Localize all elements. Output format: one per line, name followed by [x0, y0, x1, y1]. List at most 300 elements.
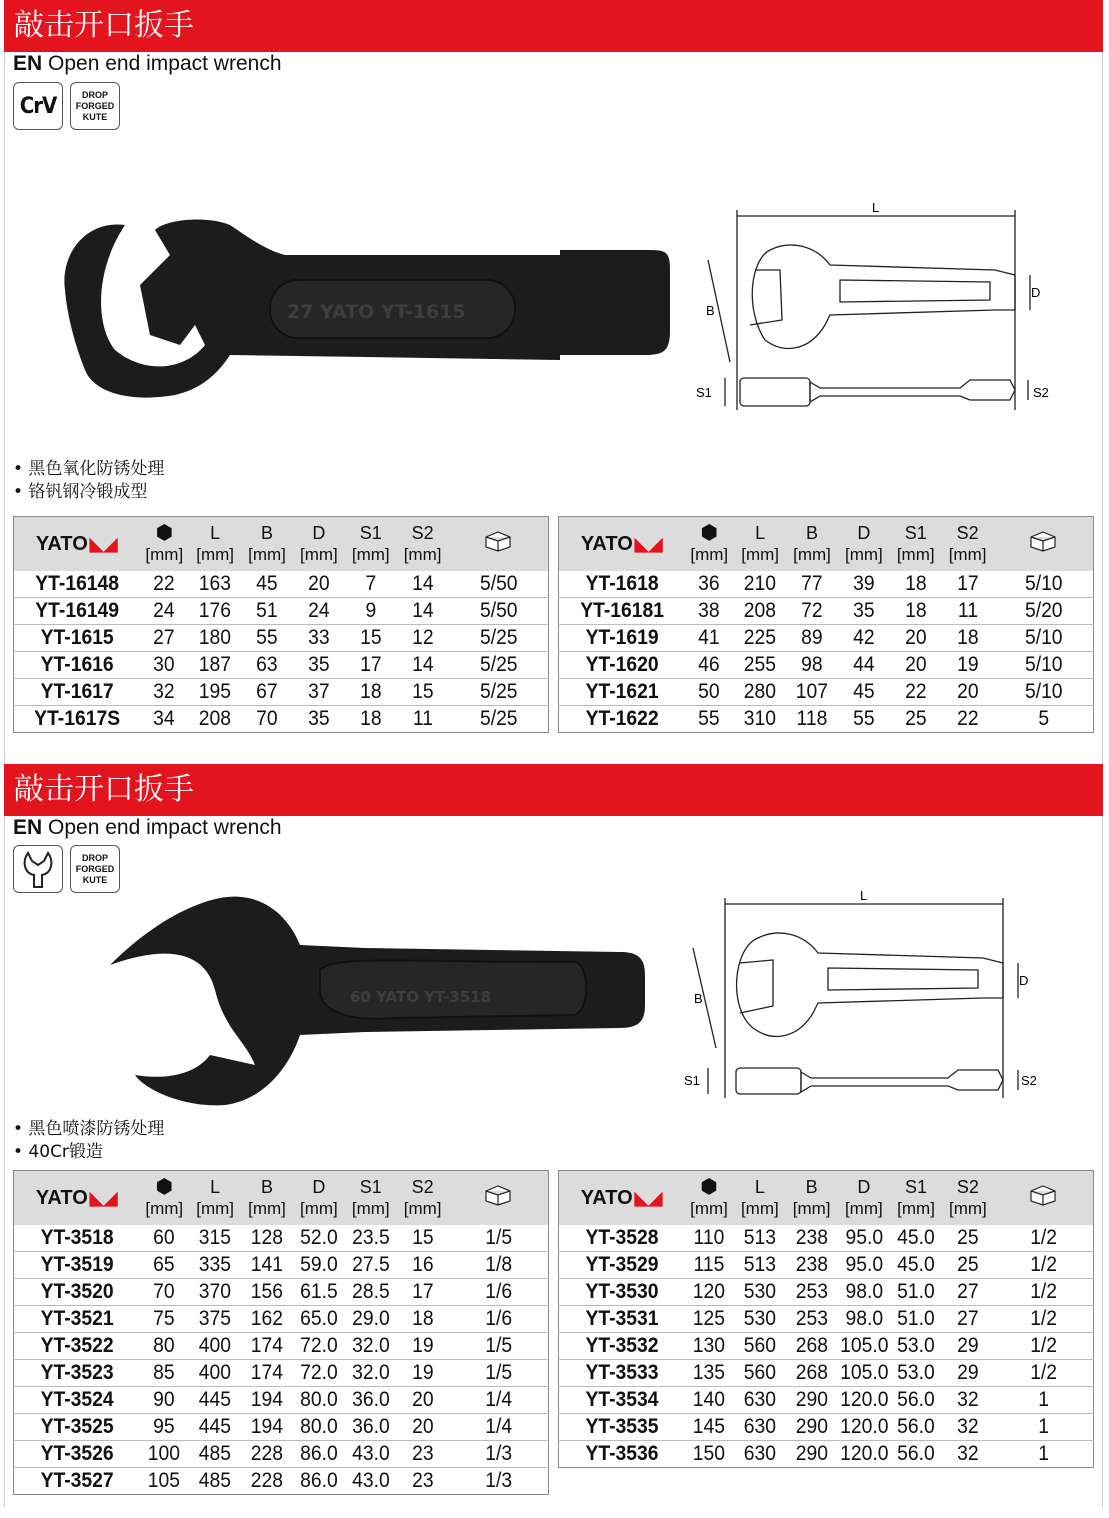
value-cell: 194	[243, 1386, 291, 1413]
col-header-label: B	[805, 1176, 818, 1197]
unit-label: [mm]	[299, 1198, 338, 1218]
table-row	[14, 597, 549, 624]
value-cell: 1/3	[453, 1440, 545, 1467]
value-cell: 128	[243, 1225, 291, 1252]
col-header-s1	[890, 517, 942, 571]
en-code: EN	[13, 52, 43, 75]
yato-logo: YATO ◣◢	[580, 532, 663, 555]
section2-banner	[4, 764, 1103, 816]
col-header-label: S1	[905, 1176, 928, 1197]
value-cell: 29	[944, 1359, 992, 1386]
value-cell: 370	[191, 1278, 239, 1305]
table-row	[559, 1332, 1094, 1359]
section1-en-line	[13, 52, 282, 76]
value-cell: 513	[736, 1225, 784, 1252]
table-row	[559, 651, 1094, 678]
unit-label: [mm]	[844, 1198, 883, 1218]
value-cell: 27	[944, 1305, 992, 1332]
value-cell: 39	[840, 571, 888, 598]
model-cell: YT-1616	[19, 651, 135, 678]
value-cell: 98	[788, 651, 836, 678]
value-cell: 45.0	[892, 1225, 940, 1252]
model-cell: YT-1619	[564, 624, 680, 651]
value-cell: 25	[944, 1251, 992, 1278]
technical-drawing-2	[678, 888, 1058, 1103]
model-cell: YT-3526	[19, 1440, 135, 1467]
value-cell: 16	[399, 1251, 447, 1278]
value-cell: 18	[944, 624, 992, 651]
value-cell: 238	[788, 1251, 836, 1278]
value-cell: 28.5	[347, 1278, 395, 1305]
value-cell: 5/10	[998, 678, 1090, 705]
value-cell: 53.0	[892, 1359, 940, 1386]
yato-brand-header	[559, 1171, 685, 1225]
box-icon	[483, 529, 513, 553]
value-cell: 208	[736, 597, 784, 624]
unit-label: [mm]	[948, 544, 987, 564]
table-row	[559, 1359, 1094, 1386]
model-cell: YT-3528	[564, 1225, 680, 1252]
col-header-b	[241, 1171, 293, 1225]
value-cell: 63	[243, 651, 291, 678]
section2-bullets	[13, 1118, 164, 1164]
value-cell: 19	[399, 1359, 447, 1386]
model-cell: YT-1617	[19, 678, 135, 705]
value-cell: 17	[399, 1278, 447, 1305]
drawing2-D-label: D	[1019, 973, 1029, 988]
value-cell: 19	[399, 1332, 447, 1359]
value-cell: 23	[399, 1440, 447, 1467]
value-cell: 1	[998, 1413, 1090, 1440]
unit-label: [mm]	[793, 544, 831, 564]
value-cell: 70	[256, 706, 278, 730]
wrench-engraving-1: 27 YATO YT-1615	[287, 301, 466, 323]
value-cell: 14	[399, 597, 447, 624]
table-row	[14, 1225, 549, 1252]
value-cell: 42	[840, 624, 888, 651]
value-cell: 36.0	[347, 1413, 395, 1440]
value-cell: 25	[904, 706, 927, 730]
value-cell: 98.0	[840, 1305, 888, 1332]
value-cell: 77	[788, 571, 836, 598]
value-cell: 208	[199, 706, 232, 730]
value-cell: 55	[853, 706, 875, 730]
value-cell: 174	[243, 1332, 291, 1359]
value-cell: 18	[359, 706, 382, 730]
value-cell: 9	[347, 597, 395, 624]
value-cell: 5/25	[453, 678, 545, 705]
table-row	[14, 1305, 549, 1332]
value-cell: 268	[788, 1332, 836, 1359]
value-cell: 98.0	[840, 1278, 888, 1305]
value-cell: 32	[957, 1441, 979, 1465]
value-cell: 20	[944, 678, 992, 705]
value-cell: 238	[788, 1225, 836, 1252]
drawing2-L-label: L	[860, 888, 868, 903]
open-end-badge	[13, 845, 63, 893]
value-cell: 55	[243, 624, 291, 651]
value-cell: 162	[243, 1305, 291, 1332]
value-cell: 1/5	[453, 1332, 545, 1359]
drawing1-S2-label: S2	[1033, 385, 1049, 400]
unit-label: [mm]	[740, 1198, 779, 1218]
col-header-label: D	[857, 1176, 871, 1197]
package-qty-header	[994, 1171, 1094, 1225]
value-cell: 560	[736, 1332, 784, 1359]
model-cell: YT-3523	[19, 1359, 135, 1386]
value-cell: 290	[795, 1441, 828, 1465]
model-cell: YT-3519	[19, 1251, 135, 1278]
value-cell: 5/20	[998, 597, 1090, 624]
col-header-d	[838, 517, 890, 571]
value-cell: 18	[892, 597, 940, 624]
col-header-label: L	[210, 1176, 221, 1197]
value-cell: 95	[141, 1413, 187, 1440]
value-cell: 34	[153, 706, 176, 730]
value-cell: 22	[892, 678, 940, 705]
value-cell: 38	[686, 597, 732, 624]
value-cell: 5/50	[453, 597, 545, 624]
drawing2-S1-label: S1	[684, 1073, 700, 1088]
section1-title: 敲击开口扳手	[14, 8, 194, 43]
drawing1-D-label: D	[1031, 285, 1041, 300]
table-row	[559, 1305, 1094, 1332]
value-cell: 41	[686, 624, 732, 651]
value-cell: 80	[141, 1332, 187, 1359]
model-cell: YT-16148	[19, 571, 135, 598]
table-row	[14, 624, 549, 651]
table-row	[14, 678, 549, 705]
unit-label: [mm]	[145, 1198, 184, 1218]
value-cell: 85	[141, 1359, 187, 1386]
value-cell: 45.0	[892, 1251, 940, 1278]
model-cell: YT-1615	[19, 624, 135, 651]
value-cell: 105	[148, 1468, 181, 1492]
unit-label: [mm]	[403, 1198, 442, 1218]
size-hex-header	[684, 1171, 734, 1225]
value-cell: 5/10	[998, 624, 1090, 651]
model-cell: YT-1622	[585, 706, 659, 730]
value-cell: 20	[892, 624, 940, 651]
value-cell: 15	[347, 624, 395, 651]
hex-icon: ⬢	[155, 521, 174, 544]
unit-label: [mm]	[741, 544, 780, 564]
package-qty-header	[449, 517, 549, 571]
value-cell: 43.0	[351, 1468, 390, 1492]
model-cell: YT-1621	[564, 678, 680, 705]
spec-table-3	[13, 1170, 549, 1495]
unit-label: [mm]	[196, 1198, 235, 1218]
value-cell: 174	[243, 1359, 291, 1386]
value-cell: 485	[199, 1468, 232, 1492]
col-header-label: L	[210, 522, 221, 543]
value-cell: 1/6	[453, 1305, 545, 1332]
value-cell: 67	[243, 678, 291, 705]
value-cell: 513	[736, 1251, 784, 1278]
unit-label: [mm]	[403, 544, 442, 564]
value-cell: 24	[295, 597, 343, 624]
yato-logo-icon: ◣◢	[89, 1187, 118, 1208]
value-cell: 46	[686, 651, 732, 678]
value-cell: 11	[944, 597, 992, 624]
value-cell: 11	[412, 706, 433, 730]
en-code: EN	[13, 816, 43, 839]
col-header-d	[293, 517, 345, 571]
value-cell: 5/50	[453, 571, 545, 598]
value-cell: 43.0	[347, 1440, 395, 1467]
value-cell: 27.5	[347, 1251, 395, 1278]
value-cell: 120.0	[839, 1441, 889, 1465]
value-cell: 315	[191, 1225, 239, 1252]
unit-label: [mm]	[897, 1198, 935, 1218]
value-cell: 36	[686, 571, 732, 598]
col-header-label: L	[755, 522, 766, 543]
drawing1-S1-label: S1	[696, 385, 712, 400]
value-cell: 56.0	[897, 1441, 935, 1465]
col-header-l	[189, 1171, 241, 1225]
spec-table-2	[558, 516, 1094, 733]
value-cell: 32	[944, 1413, 992, 1440]
value-cell: 75	[141, 1305, 187, 1332]
unit-label: [mm]	[896, 544, 935, 564]
value-cell: 530	[736, 1278, 784, 1305]
value-cell: 107	[788, 678, 836, 705]
unit-label: [mm]	[248, 544, 286, 564]
value-cell: 50	[686, 678, 732, 705]
col-header-label: B	[261, 522, 274, 543]
yato-brand-header	[559, 517, 685, 571]
value-cell: 1/2	[998, 1332, 1090, 1359]
value-cell: 27	[141, 624, 187, 651]
value-cell: 135	[686, 1359, 732, 1386]
value-cell: 32	[944, 1386, 992, 1413]
value-cell: 120.0	[840, 1386, 888, 1413]
value-cell: 1/2	[998, 1305, 1090, 1332]
value-cell: 65.0	[295, 1305, 343, 1332]
value-cell: 100	[141, 1440, 187, 1467]
unit-label: [mm]	[248, 1198, 286, 1218]
table-row	[14, 1278, 549, 1305]
value-cell: 1/2	[998, 1225, 1090, 1252]
value-cell: 105.0	[840, 1332, 888, 1359]
bullet-item: • 黑色喷漆防锈处理	[13, 1119, 165, 1139]
col-header-label: L	[754, 1176, 765, 1197]
model-cell: YT-3534	[564, 1386, 680, 1413]
value-cell: 27	[944, 1278, 992, 1305]
model-cell: YT-3533	[564, 1359, 680, 1386]
table-row	[559, 705, 1094, 732]
table-row	[559, 597, 1094, 624]
value-cell: 14	[399, 651, 447, 678]
col-header-b	[241, 517, 293, 571]
value-cell: 156	[243, 1278, 291, 1305]
size-hex-header	[684, 517, 734, 571]
value-cell: 310	[744, 706, 777, 730]
value-cell: 1/5	[453, 1359, 545, 1386]
value-cell: 228	[250, 1468, 284, 1492]
value-cell: 32	[141, 678, 187, 705]
value-cell: 105.0	[840, 1359, 888, 1386]
value-cell: 118	[796, 706, 828, 730]
value-cell: 29.0	[347, 1305, 395, 1332]
value-cell: 375	[191, 1305, 239, 1332]
spec-table-4	[558, 1170, 1094, 1468]
value-cell: 1	[1038, 1441, 1049, 1465]
value-cell: 400	[191, 1359, 239, 1386]
col-header-d	[293, 1171, 345, 1225]
value-cell: 20	[399, 1413, 447, 1440]
col-header-label: S2	[956, 1176, 979, 1197]
value-cell: 445	[191, 1413, 239, 1440]
value-cell: 30	[141, 651, 187, 678]
value-cell: 90	[141, 1386, 187, 1413]
value-cell: 32.0	[347, 1359, 395, 1386]
value-cell: 210	[736, 571, 784, 598]
col-header-label: B	[260, 1176, 273, 1197]
col-header-b	[786, 1171, 838, 1225]
value-cell: 51.0	[892, 1305, 940, 1332]
value-cell: 5/25	[453, 624, 545, 651]
unit-label: [mm]	[299, 544, 338, 564]
table-row	[559, 1251, 1094, 1278]
value-cell: 70	[141, 1278, 187, 1305]
value-cell: 125	[686, 1305, 732, 1332]
model-cell: YT-3531	[564, 1305, 680, 1332]
value-cell: 18	[892, 571, 940, 598]
model-cell: YT-3536	[585, 1441, 659, 1465]
yato-logo: YATO ◣◢	[35, 532, 118, 555]
model-cell: YT-3527	[40, 1468, 114, 1492]
value-cell: 36.0	[347, 1386, 395, 1413]
model-cell: YT-1618	[564, 571, 680, 598]
model-cell: YT-3520	[19, 1278, 135, 1305]
yato-brand-header	[14, 1171, 140, 1225]
bullet-item: • 黑色氧化防锈处理	[13, 459, 165, 479]
model-cell: YT-3522	[19, 1332, 135, 1359]
value-cell: 1/2	[998, 1251, 1090, 1278]
col-header-s2	[942, 517, 994, 571]
table-row	[559, 1413, 1094, 1440]
col-header-s2	[397, 517, 449, 571]
value-cell: 80.0	[295, 1386, 343, 1413]
col-header-label: S1	[904, 522, 927, 543]
value-cell: 35	[308, 706, 330, 730]
box-icon	[1028, 1183, 1058, 1207]
value-cell: 1	[998, 1386, 1090, 1413]
value-cell: 1/2	[998, 1278, 1090, 1305]
en-text: Open end impact wrench	[48, 52, 282, 75]
model-cell: YT-3532	[564, 1332, 680, 1359]
value-cell: 7	[347, 571, 395, 598]
value-cell: 630	[743, 1441, 776, 1465]
unit-label: [mm]	[196, 544, 235, 564]
col-header-s2	[942, 1171, 994, 1225]
value-cell: 15	[399, 1225, 447, 1252]
wrench-photo-2	[105, 890, 650, 1110]
value-cell: 53.0	[892, 1332, 940, 1359]
col-header-l	[734, 1171, 786, 1225]
col-header-label: S1	[359, 1176, 382, 1197]
value-cell: 32.0	[347, 1332, 395, 1359]
model-cell: YT-3521	[19, 1305, 135, 1332]
value-cell: 253	[788, 1305, 836, 1332]
drawing2-B-label: B	[694, 991, 703, 1006]
value-cell: 23.5	[347, 1225, 395, 1252]
section1-bullets	[13, 458, 164, 504]
drop-forged-text: DROP FORGED KUTE	[75, 89, 115, 122]
table-row	[14, 1413, 549, 1440]
bullet-item: • 铬钒钢冷锻成型	[13, 482, 148, 502]
value-cell: 33	[295, 624, 343, 651]
value-cell: 72.0	[295, 1332, 343, 1359]
value-cell: 1/4	[453, 1413, 545, 1440]
table-row	[559, 1440, 1094, 1467]
value-cell: 180	[191, 624, 239, 651]
value-cell: 60	[141, 1225, 187, 1252]
value-cell: 110	[686, 1225, 732, 1252]
unit-label: [mm]	[844, 544, 883, 564]
value-cell: 51.0	[892, 1278, 940, 1305]
package-qty-header	[994, 517, 1094, 571]
value-cell: 89	[788, 624, 836, 651]
value-cell: 80.0	[295, 1413, 343, 1440]
value-cell: 22	[141, 571, 187, 598]
value-cell: 530	[736, 1305, 784, 1332]
model-cell: YT-3524	[19, 1386, 135, 1413]
col-header-l	[189, 517, 241, 571]
value-cell: 255	[736, 651, 784, 678]
value-cell: 20	[892, 651, 940, 678]
value-cell: 51	[243, 597, 291, 624]
unit-label: [mm]	[690, 1198, 728, 1218]
box-icon	[483, 1183, 513, 1207]
col-header-label: S2	[411, 522, 434, 543]
col-header-b	[786, 517, 838, 571]
col-header-s1	[345, 517, 397, 571]
col-header-label: D	[857, 522, 871, 543]
table-row	[14, 1467, 549, 1494]
value-cell: 15	[399, 678, 447, 705]
unit-label: [mm]	[351, 544, 390, 564]
value-cell: 5	[1037, 706, 1049, 730]
value-cell: 140	[686, 1386, 732, 1413]
model-cell: YT-3530	[564, 1278, 680, 1305]
unit-label: [mm]	[949, 1198, 987, 1218]
value-cell: 20	[399, 1386, 447, 1413]
value-cell: 1/8	[453, 1251, 545, 1278]
en-text: Open end impact wrench	[48, 816, 282, 839]
value-cell: 95.0	[840, 1225, 888, 1252]
value-cell: 14	[399, 571, 447, 598]
col-header-label: S1	[359, 522, 382, 543]
yato-logo: YATO ◣◢	[580, 1186, 663, 1209]
yato-brand-header	[14, 517, 140, 571]
value-cell: 115	[686, 1251, 732, 1278]
value-cell: 17	[347, 651, 395, 678]
yato-logo-icon: ◣◢	[634, 533, 663, 554]
value-cell: 5/10	[998, 651, 1090, 678]
model-cell: YT-16181	[564, 597, 680, 624]
value-cell: 5/25	[479, 706, 518, 730]
value-cell: 335	[191, 1251, 239, 1278]
col-header-label: B	[806, 522, 819, 543]
table-row	[14, 705, 549, 732]
unit-label: [mm]	[351, 1198, 390, 1218]
col-header-l	[734, 517, 786, 571]
size-hex-header	[139, 517, 189, 571]
col-header-d	[838, 1171, 891, 1225]
crv-badge	[13, 82, 63, 130]
